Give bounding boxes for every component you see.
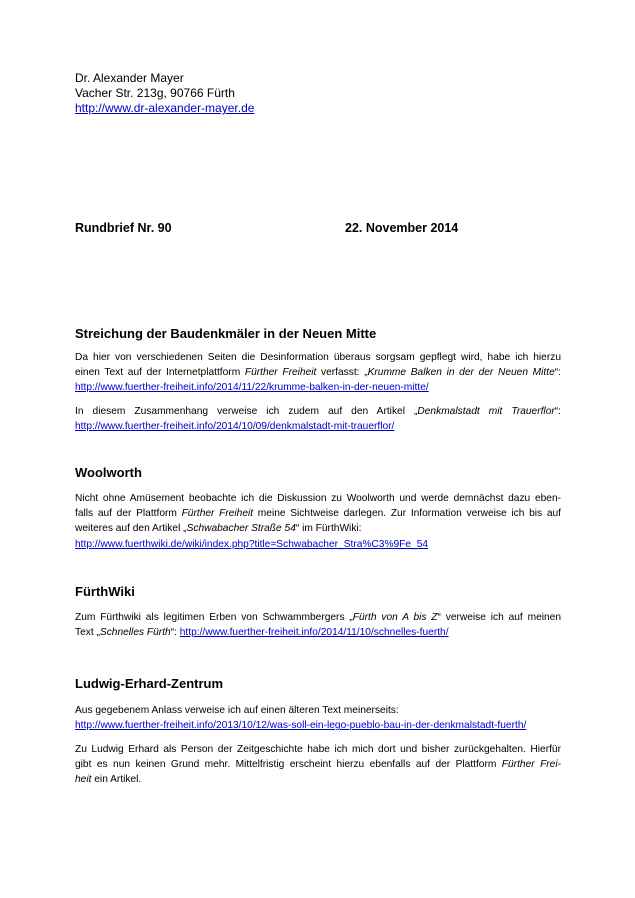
text-segment: falls auf der Plattform — [75, 508, 182, 520]
text-segment: Text „ — [75, 627, 100, 639]
sender-address: Vacher Str. 213g, 90766 Fürth — [75, 86, 235, 100]
text-segment-italic: Fürther Frei- — [501, 759, 562, 771]
text-segment-italic: Fürther Freiheit — [244, 367, 317, 379]
text-segment-italic: heit — [75, 774, 92, 786]
paragraph-ludwig-erhard-1 — [75, 703, 561, 733]
text-segment: Da hier von verschiedenen Seiten die Desinformation überaus sorgsam gepflegt wird, habe ich hierzu — [75, 352, 561, 363]
text-segment-italic: Schnelles Fürth — [99, 627, 171, 639]
newsletter-title: Rundbrief Nr. 90 — [75, 221, 172, 235]
text-segment: Nicht ohne Amüsement beobachte ich die Diskussion zu Woolworth und werde demnächst dazu eben- — [75, 493, 561, 504]
newsletter-date: 22. November 2014 — [345, 221, 459, 235]
link-denkmalstadt-trauerflor[interactable]: http://www.fuerther-freiheit.info/2014/10/09/denkmalstadt-mit-trauerflor/ — [75, 421, 395, 433]
text-segment-italic: Fürth von A bis Z — [352, 612, 438, 623]
newsletter-meta-row — [75, 221, 561, 237]
link-krumme-balken[interactable]: http://www.fuerther-freiheit.info/2014/11/22/krumme-balken-in-der-neuen-mitte/ — [75, 382, 429, 394]
text-segment: gibt es nun keinen Grund mehr. Mittelfristig erscheint hierzu ebenfalls auf der Plattform — [75, 759, 502, 771]
text-line — [75, 742, 561, 757]
text-line — [75, 772, 561, 787]
link-fuerthwiki-schwabacher-strasse[interactable]: http://www.fuerthwiki.de/wiki/index.php?title=Schwabacher_Stra%C3%9Fe_54 — [75, 538, 429, 550]
text-segment: meine Sichtweise darlegen. Zur Information verweise ich bis auf — [253, 508, 561, 520]
section-heading-ludwig-erhard: Ludwig-Erhard-Zentrum — [75, 676, 224, 691]
text-line — [75, 718, 561, 733]
paragraph-ludwig-erhard-2 — [75, 742, 561, 788]
section-heading-woolworth: Woolworth — [75, 465, 142, 480]
text-line — [75, 703, 561, 718]
text-segment: einen Text auf der Internetplattform — [75, 367, 245, 379]
text-line — [75, 610, 561, 625]
text-line — [75, 521, 561, 536]
paragraph-streichung-2 — [75, 404, 561, 434]
text-segment-italic: Denkmalstadt mit Trauerflor — [417, 406, 555, 417]
link-lego-pueblo-bau[interactable]: http://www.fuerther-freiheit.info/2013/10/12/was-soll-ein-lego-pueblo-bau-in-der-denkmalstadt-fuerth/ — [75, 720, 527, 732]
paragraph-fuerthwiki — [75, 610, 561, 640]
text-segment: Aus gegebenem Anlass verweise ich auf einen älteren Text meinerseits: — [75, 705, 399, 716]
text-segment: “ verweise ich auf meinen — [437, 612, 561, 623]
text-segment-italic: Fürther Freiheit — [181, 508, 254, 520]
text-segment: Zum Fürthwiki als legitimen Erben von Schwammbergers „ — [75, 612, 353, 623]
text-line — [75, 350, 561, 365]
paragraph-woolworth — [75, 491, 561, 552]
text-segment: “: — [554, 406, 561, 417]
text-segment: verfasst: „ — [316, 367, 368, 379]
text-line — [75, 491, 561, 506]
sender-website-line — [75, 101, 561, 116]
sender-name: Dr. Alexander Mayer — [75, 71, 184, 85]
text-line — [75, 625, 561, 640]
text-line — [75, 419, 561, 434]
paragraph-streichung-1 — [75, 350, 561, 396]
text-line — [75, 757, 561, 772]
sender-website-link[interactable]: http://www.dr-alexander-mayer.de — [75, 101, 255, 115]
text-line — [75, 365, 561, 380]
link-schnelles-fuerth[interactable]: http://www.fuerther-freiheit.info/2014/11/10/schnelles-fuerth/ — [179, 627, 449, 639]
text-line — [75, 380, 561, 395]
text-segment: ein Artikel. — [91, 774, 142, 786]
text-segment: weiteres auf den Artikel „ — [75, 523, 187, 535]
sender-block — [75, 71, 561, 116]
section-heading-fuerthwiki: FürthWiki — [75, 584, 135, 599]
text-segment: “: — [554, 367, 561, 379]
text-segment: Zu Ludwig Erhard als Person der Zeitgeschichte habe ich mich dort und bisher zurückgehalten. Hierfür — [75, 744, 561, 755]
text-line — [75, 404, 561, 419]
text-segment: “: — [170, 627, 180, 639]
text-segment-italic: Schwabacher Straße 54 — [186, 523, 296, 535]
text-segment-italic: Krumme Balken in der der Neuen Mitte — [367, 367, 555, 379]
text-segment: “ im FürthWiki: — [295, 523, 362, 535]
text-line — [75, 537, 561, 552]
text-line — [75, 506, 561, 521]
text-segment: In diesem Zusammenhang verweise ich zudem auf den Artikel „ — [75, 406, 418, 417]
section-heading-streichung: Streichung der Baudenkmäler in der Neuen Mitte — [75, 326, 377, 341]
